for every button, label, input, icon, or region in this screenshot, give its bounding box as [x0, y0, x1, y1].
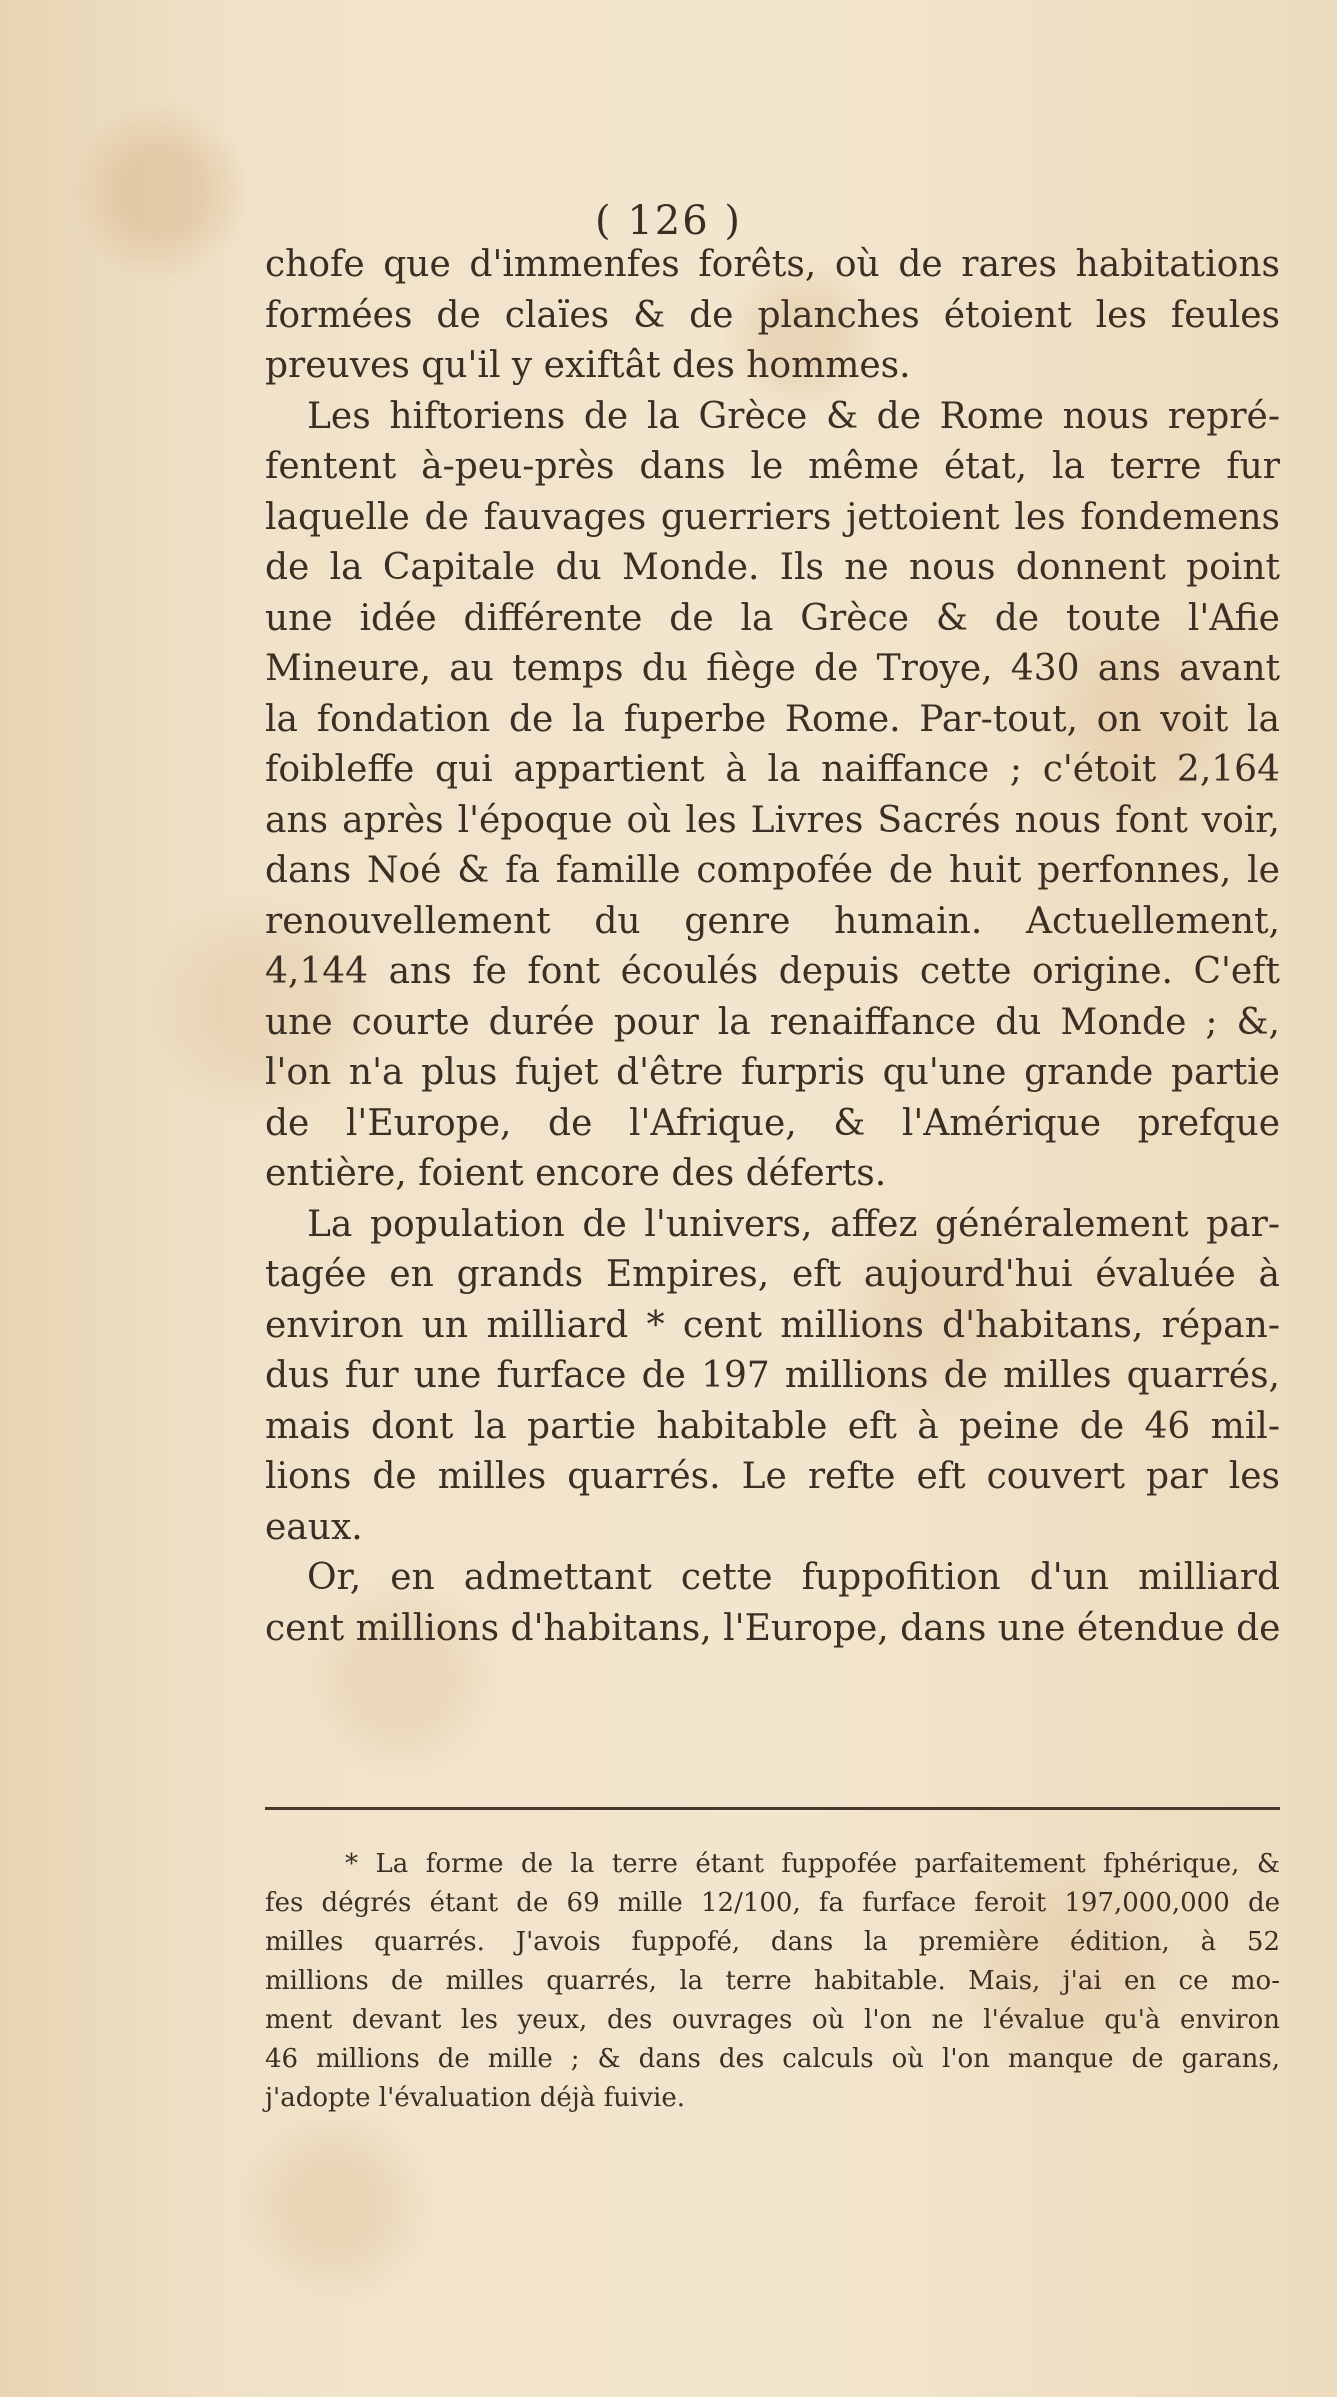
text-line: Or, en admettant cette fuppofition d'un milliard — [307, 1557, 1280, 1598]
text-line: La population de l'univers, affez généralement par- — [307, 1203, 1280, 1245]
text-line: dans Noé & fa famille compofée de huit perfonnes, le — [265, 850, 1280, 891]
text-line: Les hiftoriens de la Grèce & de Rome nous repré- — [307, 395, 1280, 437]
text-line: 4,144 ans fe font écoulés depuis cette origine. C'eft — [265, 951, 1280, 992]
footnotes — [265, 1845, 1280, 2118]
text-line: preuves qu'il y exiftât des hommes. — [265, 345, 911, 386]
text-line: lions de milles quarrés. Le refte eft couvert par les — [265, 1456, 1280, 1497]
text-line: ans après l'époque où les Livres Sacrés nous font voir, — [265, 799, 1280, 841]
footnote-line: j'adopte l'évaluation déjà fuivie. — [265, 2083, 685, 2113]
footnote-separator-rule — [265, 1807, 1280, 1810]
text-line: renouvellement du genre humain. Actuellement, — [265, 900, 1280, 942]
text-line: chofe que d'immenfes forêts, où de rares habitations — [265, 244, 1280, 285]
text-line: Mineure, au temps du fiège de Troye, 430 ans avant — [265, 648, 1280, 689]
text-line: entière, foient encore des déferts. — [265, 1153, 887, 1194]
footnote-line: * La forme de la terre étant fuppofée parfaitement fphérique, & — [345, 1849, 1280, 1879]
text-line: une idée différente de la Grèce & de toute l'Afie — [265, 597, 1280, 639]
footnote-line: fes dégrés étant de 69 mille 12/100, fa furface feroit 197,000,000 de — [265, 1888, 1280, 1918]
footnote-line: 46 millions de mille ; & dans des calculs où l'on manque de garans, — [265, 2044, 1280, 2074]
text-line: de la Capitale du Monde. Ils ne nous donnent point — [265, 547, 1280, 588]
text-line: mais dont la partie habitable eft à peine de 46 mil- — [265, 1405, 1280, 1447]
text-line: cent millions d'habitans, l'Europe, dans une étendue de — [265, 1607, 1281, 1649]
text-line: foibleffe qui appartient à la naiffance ; c'étoit 2,164 — [265, 749, 1280, 790]
footnote-line: ment devant les yeux, des ouvrages où l'on ne l'évalue qu'à environ — [265, 2005, 1280, 2035]
text-line: l'on n'a plus fujet d'être furpris qu'une grande partie — [265, 1052, 1280, 1093]
text-line: la fondation de la fuperbe Rome. Par-tout, on voit la — [265, 698, 1280, 740]
text-line: une courte durée pour la renaiffance du Monde ; &, — [265, 1001, 1280, 1043]
text-line: tagée en grands Empires, eft aujourd'hui évaluée à — [265, 1254, 1280, 1295]
footnote-line: millions de milles quarrés, la terre habitable. Mais, j'ai en ce mo- — [265, 1966, 1280, 1996]
text-line: de l'Europe, de l'Afrique, & l'Amérique prefque — [265, 1102, 1280, 1144]
text-line: formées de claïes & de planches étoient les feules — [265, 294, 1280, 336]
text-line: fentent à-peu-près dans le même état, la terre fur — [265, 446, 1280, 487]
page-number: ( 126 ) — [595, 198, 742, 244]
footnote-line: milles quarrés. J'avois fuppofé, dans la première édition, à 52 — [265, 1927, 1280, 1957]
text-line: dus fur une furface de 197 millions de milles quarrés, — [265, 1355, 1280, 1396]
text-line: environ un milliard * cent millions d'habitans, répan- — [265, 1304, 1280, 1346]
text-line: eaux. — [265, 1506, 363, 1548]
text-line: laquelle de fauvages guerriers jettoient les fondemens — [265, 496, 1280, 538]
body-text — [265, 240, 1280, 1654]
